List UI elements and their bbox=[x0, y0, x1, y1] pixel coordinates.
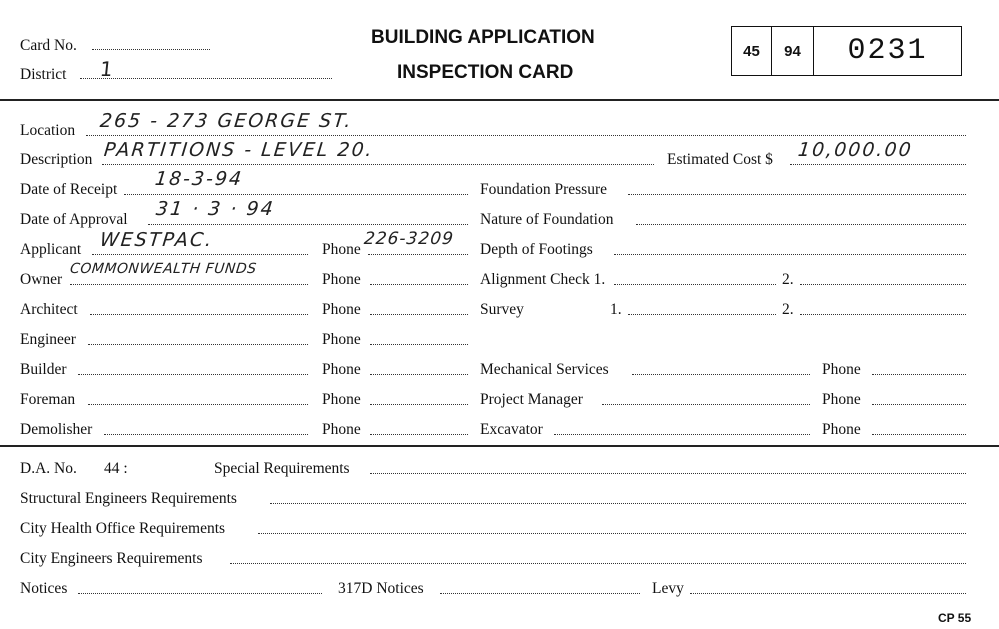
architect-field[interactable] bbox=[90, 314, 308, 315]
owner-field[interactable] bbox=[70, 284, 308, 285]
builder-field[interactable] bbox=[78, 374, 308, 375]
project-manager-phone-label: Phone bbox=[822, 391, 861, 408]
date-of-receipt-field[interactable] bbox=[124, 194, 468, 195]
mechanical-services-label: Mechanical Services bbox=[480, 361, 609, 378]
excavator-label: Excavator bbox=[480, 421, 543, 438]
nature-of-foundation-label: Nature of Foundation bbox=[480, 211, 614, 228]
alignment-check-2-field[interactable] bbox=[800, 284, 966, 285]
owner-phone-label: Phone bbox=[322, 271, 361, 288]
date-of-receipt-label: Date of Receipt bbox=[20, 181, 118, 198]
foreman-label: Foreman bbox=[20, 391, 76, 408]
mechanical-services-field[interactable] bbox=[632, 374, 810, 375]
builder-phone-label: Phone bbox=[322, 361, 361, 378]
requirements-divider bbox=[0, 445, 999, 447]
owner-phone-field[interactable] bbox=[370, 284, 468, 285]
survey-2-field[interactable] bbox=[800, 314, 966, 315]
notices-317d-label: 317D Notices bbox=[338, 580, 424, 597]
survey-2-label: 2. bbox=[782, 301, 794, 318]
demolisher-label: Demolisher bbox=[20, 421, 93, 438]
mechanical-phone-label: Phone bbox=[822, 361, 861, 378]
special-requirements-label: Special Requirements bbox=[214, 460, 350, 477]
estimated-cost-value: 10,000.00 bbox=[796, 139, 914, 161]
applicant-field[interactable] bbox=[92, 254, 308, 255]
survey-1-field[interactable] bbox=[628, 314, 776, 315]
builder-label: Builder bbox=[20, 361, 67, 378]
engineer-phone-field[interactable] bbox=[370, 344, 468, 345]
header-divider bbox=[0, 99, 999, 101]
location-label: Location bbox=[20, 122, 76, 139]
special-requirements-field[interactable] bbox=[370, 473, 966, 474]
estimated-cost-field[interactable] bbox=[790, 164, 966, 165]
date-of-receipt-value: 18-3-94 bbox=[153, 168, 245, 190]
district-value: 1 bbox=[98, 57, 116, 81]
title-line1: BUILDING APPLICATION bbox=[371, 27, 595, 48]
notices-label: Notices bbox=[20, 580, 68, 597]
alignment-check-label: Alignment Check 1. bbox=[480, 271, 606, 288]
foundation-pressure-field[interactable] bbox=[628, 194, 966, 195]
alignment-check-1-field[interactable] bbox=[614, 284, 776, 285]
survey-1-label: 1. bbox=[610, 301, 622, 318]
levy-field[interactable] bbox=[690, 593, 966, 594]
box-code-2: 94 bbox=[784, 42, 801, 60]
excavator-phone-label: Phone bbox=[822, 421, 861, 438]
location-value: 265 - 273 GEORGE ST. bbox=[98, 110, 354, 132]
alignment-check-2-label: 2. bbox=[782, 271, 794, 288]
applicant-phone-label: Phone bbox=[322, 241, 361, 258]
da-no-label: D.A. No. bbox=[20, 460, 77, 477]
builder-phone-field[interactable] bbox=[370, 374, 468, 375]
notices-field[interactable] bbox=[78, 593, 322, 594]
project-manager-phone-field[interactable] bbox=[872, 404, 966, 405]
structural-requirements-label: Structural Engineers Requirements bbox=[20, 490, 237, 507]
district-label: District bbox=[20, 66, 67, 83]
foundation-pressure-label: Foundation Pressure bbox=[480, 181, 608, 198]
structural-requirements-field[interactable] bbox=[270, 503, 966, 504]
description-label: Description bbox=[20, 151, 93, 168]
demolisher-phone-field[interactable] bbox=[370, 434, 468, 435]
file-number-box bbox=[731, 26, 962, 76]
levy-label: Levy bbox=[652, 580, 684, 597]
health-requirements-field[interactable] bbox=[258, 533, 966, 534]
applicant-label: Applicant bbox=[20, 241, 82, 258]
description-value: PARTITIONS - LEVEL 20. bbox=[102, 139, 375, 161]
estimated-cost-label: Estimated Cost $ bbox=[667, 151, 773, 168]
city-engineers-requirements-field[interactable] bbox=[230, 563, 966, 564]
health-requirements-label: City Health Office Requirements bbox=[20, 520, 226, 537]
card-no-field[interactable] bbox=[92, 49, 210, 50]
box-number: 0231 bbox=[847, 34, 928, 68]
city-engineers-requirements-label: City Engineers Requirements bbox=[20, 550, 203, 567]
demolisher-phone-label: Phone bbox=[322, 421, 361, 438]
project-manager-field[interactable] bbox=[602, 404, 810, 405]
depth-of-footings-label: Depth of Footings bbox=[480, 241, 593, 258]
excavator-field[interactable] bbox=[554, 434, 810, 435]
nature-of-foundation-field[interactable] bbox=[636, 224, 966, 225]
mechanical-phone-field[interactable] bbox=[872, 374, 966, 375]
applicant-phone-field[interactable] bbox=[368, 254, 468, 255]
foreman-phone-label: Phone bbox=[322, 391, 361, 408]
architect-label: Architect bbox=[20, 301, 78, 318]
card-no-label: Card No. bbox=[20, 37, 77, 54]
owner-label: Owner bbox=[20, 271, 63, 288]
applicant-phone-value: 226-3209 bbox=[362, 229, 455, 249]
survey-label: Survey bbox=[480, 301, 524, 318]
foreman-phone-field[interactable] bbox=[370, 404, 468, 405]
district-field[interactable] bbox=[80, 78, 332, 79]
excavator-phone-field[interactable] bbox=[872, 434, 966, 435]
engineer-label: Engineer bbox=[20, 331, 76, 348]
architect-phone-field[interactable] bbox=[370, 314, 468, 315]
da-no-value: 44 : bbox=[104, 460, 128, 477]
architect-phone-label: Phone bbox=[322, 301, 361, 318]
applicant-value: WESTPAC. bbox=[98, 229, 215, 251]
owner-value: COMMONWEALTH FUNDS bbox=[69, 261, 258, 277]
date-of-approval-label: Date of Approval bbox=[20, 211, 128, 228]
form-code: CP 55 bbox=[938, 611, 972, 625]
project-manager-label: Project Manager bbox=[480, 391, 583, 408]
date-of-approval-value: 31 · 3 · 94 bbox=[154, 198, 276, 220]
demolisher-field[interactable] bbox=[104, 434, 308, 435]
box-code-1: 45 bbox=[743, 42, 760, 60]
description-field[interactable] bbox=[102, 164, 654, 165]
notices-317d-field[interactable] bbox=[440, 593, 640, 594]
location-field[interactable] bbox=[86, 135, 966, 136]
foreman-field[interactable] bbox=[88, 404, 308, 405]
date-of-approval-field[interactable] bbox=[148, 224, 468, 225]
depth-of-footings-field[interactable] bbox=[614, 254, 966, 255]
engineer-field[interactable] bbox=[88, 344, 308, 345]
engineer-phone-label: Phone bbox=[322, 331, 361, 348]
title-line2: INSPECTION CARD bbox=[397, 62, 574, 83]
